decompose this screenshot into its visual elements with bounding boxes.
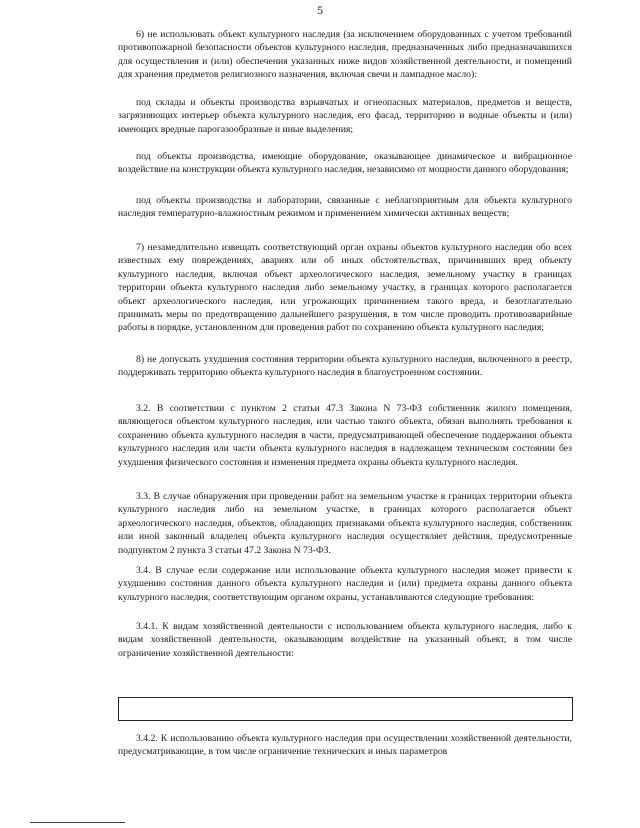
page-number: 5 xyxy=(317,3,323,17)
paragraph-6-vibration: под объекты производства, имеющие оборудование, оказывающее динамическое и вибрационное воздействие на конструкции объекта культурного наследия, независимо от мощности данного оборудования; xyxy=(118,151,572,176)
paragraph-3-2: 3.2. В соответствии с пунктом 2 статьи 47.3 Закона N 73-ФЗ собственник жилого помещения, являющегося объектом культурного наследия, или частью такого объекта, обязан выполнять требования к сохранению объекта культурного наследия в части, предусматривающей обеспечение поддержания объекта культурного наследия или части объекта культурного наследия в надлежащем техническом состоянии без ухудшения физического состояния и изменения предмета охраны объекта культурного наследия. xyxy=(118,403,572,468)
paragraph-6: 6) не использовать объект культурного наследия (за исключением оборудованных с учетом требований противопожарной безопасности объектов культурного наследия, предназначенных либо предназначавшихся для осуществления и (или) обеспечения указанных ниже видов хозяйственной деятельности, и помещений для хранения предметов религиозного назначения, включая свечи и лампадное масло): xyxy=(118,29,572,81)
paragraph-3-4-2: 3.4.2. К использованию объекта культурного наследия при осуществлении хозяйственной деятельности, предусматривающие, в том числе ограничение технических и иных параметров xyxy=(118,733,572,758)
paragraph-6-warehouses: под склады и объекты производства взрывчатых и огнеопасных материалов, предметов и веществ, загрязняющих интерьер объекта культурного наследия, его фасад, территорию и водные объекты и (или) имеющих вредные парогазообразные и иные выделения; xyxy=(118,97,572,135)
paragraph-3-3: 3.3. В случае обнаружения при проведении работ на земельном участке в границах территории объекта культурного наследия либо на земельном участке, в границах которого располагается объект археологического наследия, объектов, обладающих признаками объекта культурного наследия, собственник или иной законный владелец объекта культурного наследия осуществляет действия, предусмотренные подпунктом 2 пункта 3 статьи 47.2 Закона N 73-ФЗ. xyxy=(118,491,572,556)
paragraph-7: 7) незамедлительно извещать соответствующий орган охраны объектов культурного наследия обо всех известных ему повреждениях, авариях или об иных обстоятельствах, причинивших вред объекту культурного наследия, включая объект археологического наследия, земельному участку в границах территории объекта культурного наследия либо земельному участку, в границах которого располагается объект археологического наследия, или угрожающих причинением такого вреда, и безотлагательно принимать меры по предотвращению дальнейшего разрушения, в том числе проводить противоаварийные работы в порядке, установленном для проведения работ по сохранению объекта культурного наследия; xyxy=(118,242,572,334)
paragraph-3-4: 3.4. В случае если содержание или использование объекта культурного наследия может привести к ухудшению состояния данного объекта культурного наследия и (или) предмета охраны данного объекта культурного наследия, соответствующим органом охраны, устанавливаются следующие требования: xyxy=(118,565,572,603)
empty-fill-in-box xyxy=(118,697,573,721)
paragraph-8: 8) не допускать ухудшения состояния территории объекта культурного наследия, включенного в реестр, поддерживать территорию объекта культурного наследия в благоустроенном состоянии. xyxy=(118,354,572,379)
footnote-divider xyxy=(30,822,125,823)
paragraph-3-4-1: 3.4.1. К видам хозяйственной деятельности с использованием объекта культурного наследия, либо к видам хозяйственной деятельности, оказывающим воздействие на указанный объект, в том числе ограничение хозяйственной деятельности: xyxy=(118,621,572,659)
paragraph-6-laboratories: под объекты производства и лаборатории, связанные с неблагоприятным для объекта культурного наследия температурно-влажностным режимом и применением химически активных веществ; xyxy=(118,195,572,220)
